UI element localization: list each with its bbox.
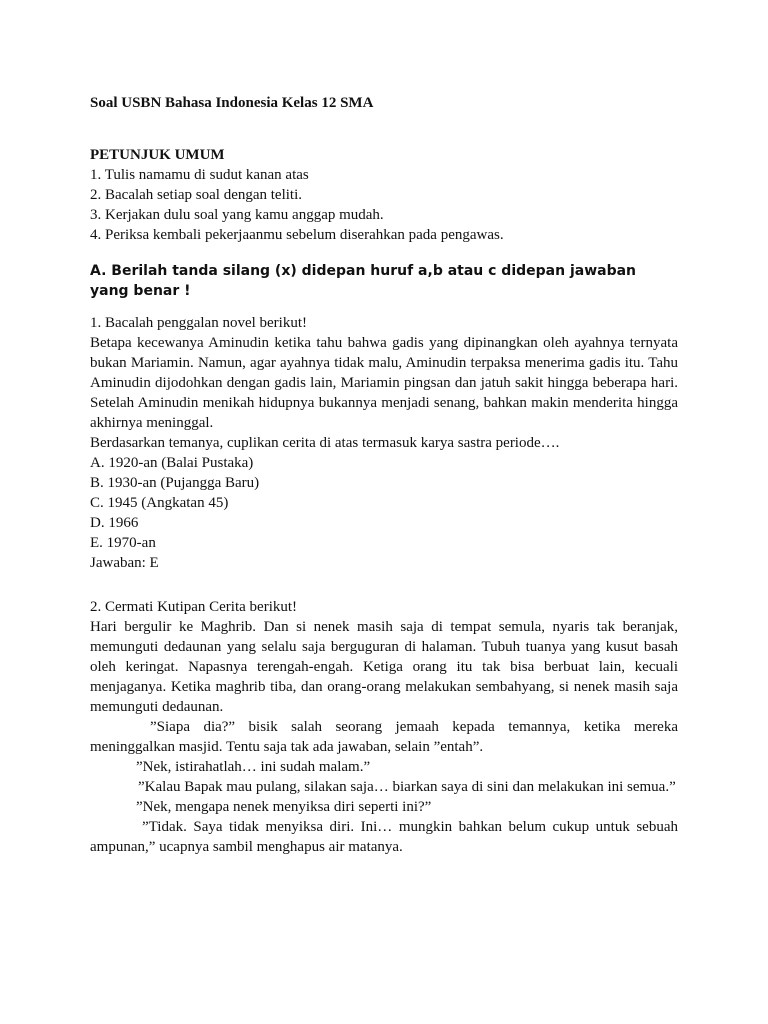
question-1-answer: Jawaban: E <box>90 555 159 571</box>
dialogue-line: ”Kalau Bapak mau pulang, silakan saja… biarkan saya di sini dan melakukan ini semua.” <box>138 779 676 795</box>
answer-option: C. 1945 (Angkatan 45) <box>90 495 229 511</box>
answer-option: E. 1970-an <box>90 535 156 551</box>
dialogue-line: ”Tidak. Saya tidak menyiksa diri. Ini… mungkin bahkan belum cukup untuk sebuah ampunan,” ucapnya sambil menghapus air matanya. <box>90 819 678 855</box>
instruction-item: 3. Kerjakan dulu soal yang kamu anggap mudah. <box>90 207 384 223</box>
instruction-item: 4. Periksa kembali pekerjaanmu sebelum diserahkan pada pengawas. <box>90 227 504 243</box>
document-content <box>90 93 678 857</box>
instruction-item: 2. Bacalah setiap soal dengan teliti. <box>90 187 303 203</box>
question-2-passage: Hari bergulir ke Maghrib. Dan si nenek masih saja di tempat semula, nyaris tak beranjak, memunguti dedaunan yang selalu saja berguguran di halaman. Tubuh tuanya yang kusut basah oleh keringat. Napasnya terengah-engah. Ketiga orang itu tak bisa berbuat lain, kecuali menjaganya. Ketika maghrib tiba, dan orang-orang melakukan sembahyang, si nenek masih saja memunguti dedaunan. <box>90 619 678 715</box>
document-title: Soal USBN Bahasa Indonesia Kelas 12 SMA <box>90 95 374 111</box>
instruction-item: 1. Tulis namamu di sudut kanan atas <box>90 167 309 183</box>
question-2-prompt: 2. Cermati Kutipan Cerita berikut! <box>90 599 298 615</box>
question-1-text: Berdasarkan temanya, cuplikan cerita di atas termasuk karya sastra periode…. <box>90 435 560 451</box>
question-1-prompt: 1. Bacalah penggalan novel berikut! <box>90 315 308 331</box>
question-1-passage: Betapa kecewanya Aminudin ketika tahu bahwa gadis yang dipinangkan oleh ayahnya ternyata bukan Mariamin. Namun, agar ayahnya tidak malu, Aminudin terpaksa menerima gadis itu. Tahu Aminudin dijodohkan dengan gadis lain, Mariamin pingsan dan jatuh sakit hingga beberapa hari. Setelah Aminudin menikah hidupnya bukannya menjadi senang, bahkan makin menderita hingga akhirnya meninggal. <box>90 335 678 431</box>
dialogue-line: ”Nek, istirahatlah… ini sudah malam.” <box>136 759 371 775</box>
instructions-heading: PETUNJUK UMUM <box>90 147 225 163</box>
section-a-heading: A. Berilah tanda silang (x) didepan huruf a,b atau c didepan jawaban yang benar ! <box>90 263 637 299</box>
dialogue-line: ”Nek, mengapa nenek menyiksa diri seperti ini?” <box>136 799 432 815</box>
answer-option: B. 1930-an (Pujangga Baru) <box>90 475 260 491</box>
dialogue-line: ”Siapa dia?” bisik salah seorang jemaah kepada temannya, ketika mereka meninggalkan masjid. Tentu saja tak ada jawaban, selain ”entah”. <box>90 719 678 755</box>
answer-option: D. 1966 <box>90 515 139 531</box>
answer-option: A. 1920-an (Balai Pustaka) <box>90 455 254 471</box>
